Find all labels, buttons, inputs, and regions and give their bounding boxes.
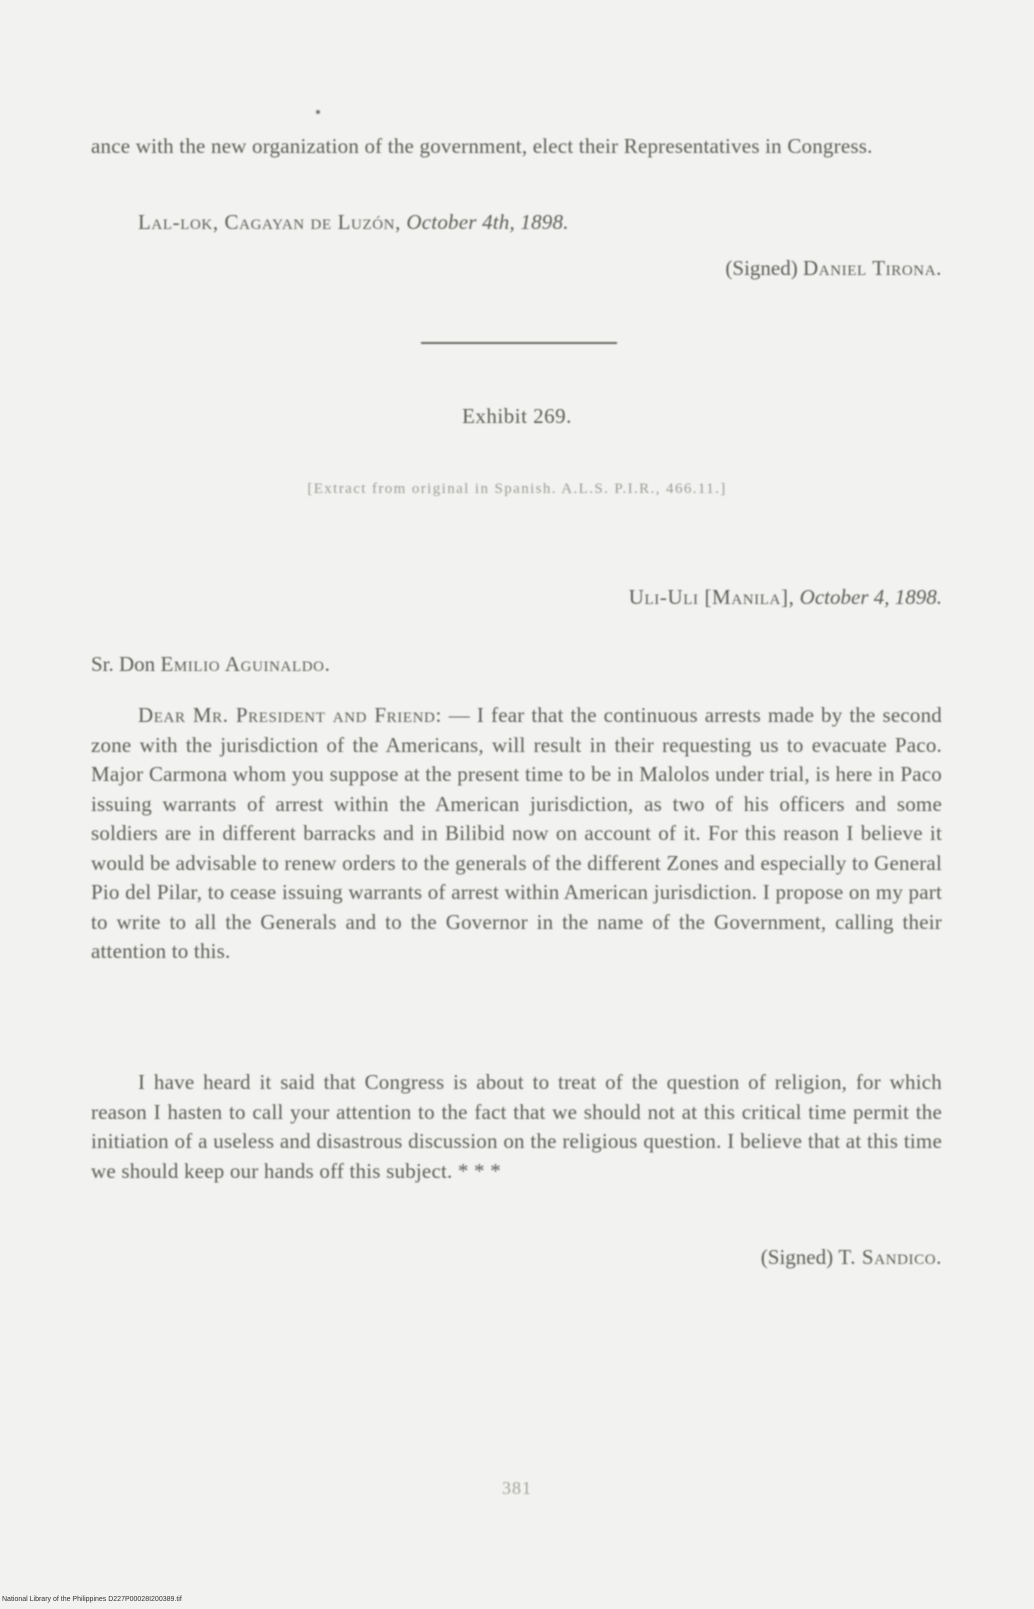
ink-speck bbox=[316, 110, 320, 114]
dateline-lallok-date: October 4th, 1898. bbox=[406, 210, 569, 234]
signature-tirona bbox=[725, 256, 942, 281]
signature-sandico-prefix: (Signed) bbox=[760, 1245, 834, 1269]
exhibit-source-note: [Extract from original in Spanish. A.L.S. P.I.R., 466.11.] bbox=[307, 481, 727, 497]
letter-paragraph-2 bbox=[91, 1068, 942, 1186]
salutation bbox=[91, 652, 330, 677]
signature-tirona-prefix: (Signed) bbox=[725, 256, 798, 280]
signature-sandico bbox=[761, 1245, 942, 1270]
signature-sandico-name: T. Sandico. bbox=[838, 1245, 942, 1269]
continuation-paragraph bbox=[91, 132, 942, 162]
dateline-lallok bbox=[91, 208, 942, 238]
letter-paragraph-1-text: — I fear that the continuous arrests made by the second zone with the jurisdiction of the Americans, will result in their requesting us to evacuate Paco. Major Carmona whom you suppose at the present time to be in Malolos under trial, is here in Paco issuing warrants of arrest within the American jurisdiction, as two of his officers and some soldiers are in different barracks and in Bilibid now on account of it. For this reason I believe it would be advisable to renew orders to the generals of the different Zones and especially to General Pio del Pilar, to cease issuing warrants of arrest within American jurisdiction. I propose on my part to write to all the Generals and to the Governor in the name of the Government, calling their attention to this. bbox=[91, 703, 942, 963]
letter-paragraph-1 bbox=[91, 701, 942, 967]
scan-footer-label: National Library of the Philippines D227P00028I200389.tif bbox=[2, 1596, 182, 1603]
dateline-uliuli-date: October 4, 1898. bbox=[799, 585, 942, 609]
exhibit-title: Exhibit 269. bbox=[462, 404, 572, 428]
section-divider bbox=[421, 342, 617, 344]
letter-paragraph-2-text: I have heard it said that Congress is about to treat of the question of religion, for which reason I hasten to call your attention to the fact that we should not at this critical time permit the initiation of a useless and disastrous discussion on the religious question. I believe that at this time we should keep our hands off this subject. * * * bbox=[91, 1070, 942, 1183]
dateline-lallok-place: Lal-lok, Cagayan de Luzón, bbox=[138, 210, 401, 234]
salutation-prefix: Sr. Don bbox=[91, 652, 156, 676]
dateline-uliuli bbox=[629, 585, 942, 610]
continuation-text: ance with the new organization of the government, elect their Representatives in Congress. bbox=[91, 134, 873, 158]
salutation-name: Emilio Aguinaldo. bbox=[160, 652, 331, 676]
page-number: 381 bbox=[502, 1478, 532, 1498]
letter-greeting: Dear Mr. President and Friend: bbox=[138, 703, 442, 727]
dateline-uliuli-place: Uli-Uli [Manila], bbox=[628, 585, 795, 609]
signature-tirona-name: Daniel Tirona. bbox=[803, 256, 942, 280]
